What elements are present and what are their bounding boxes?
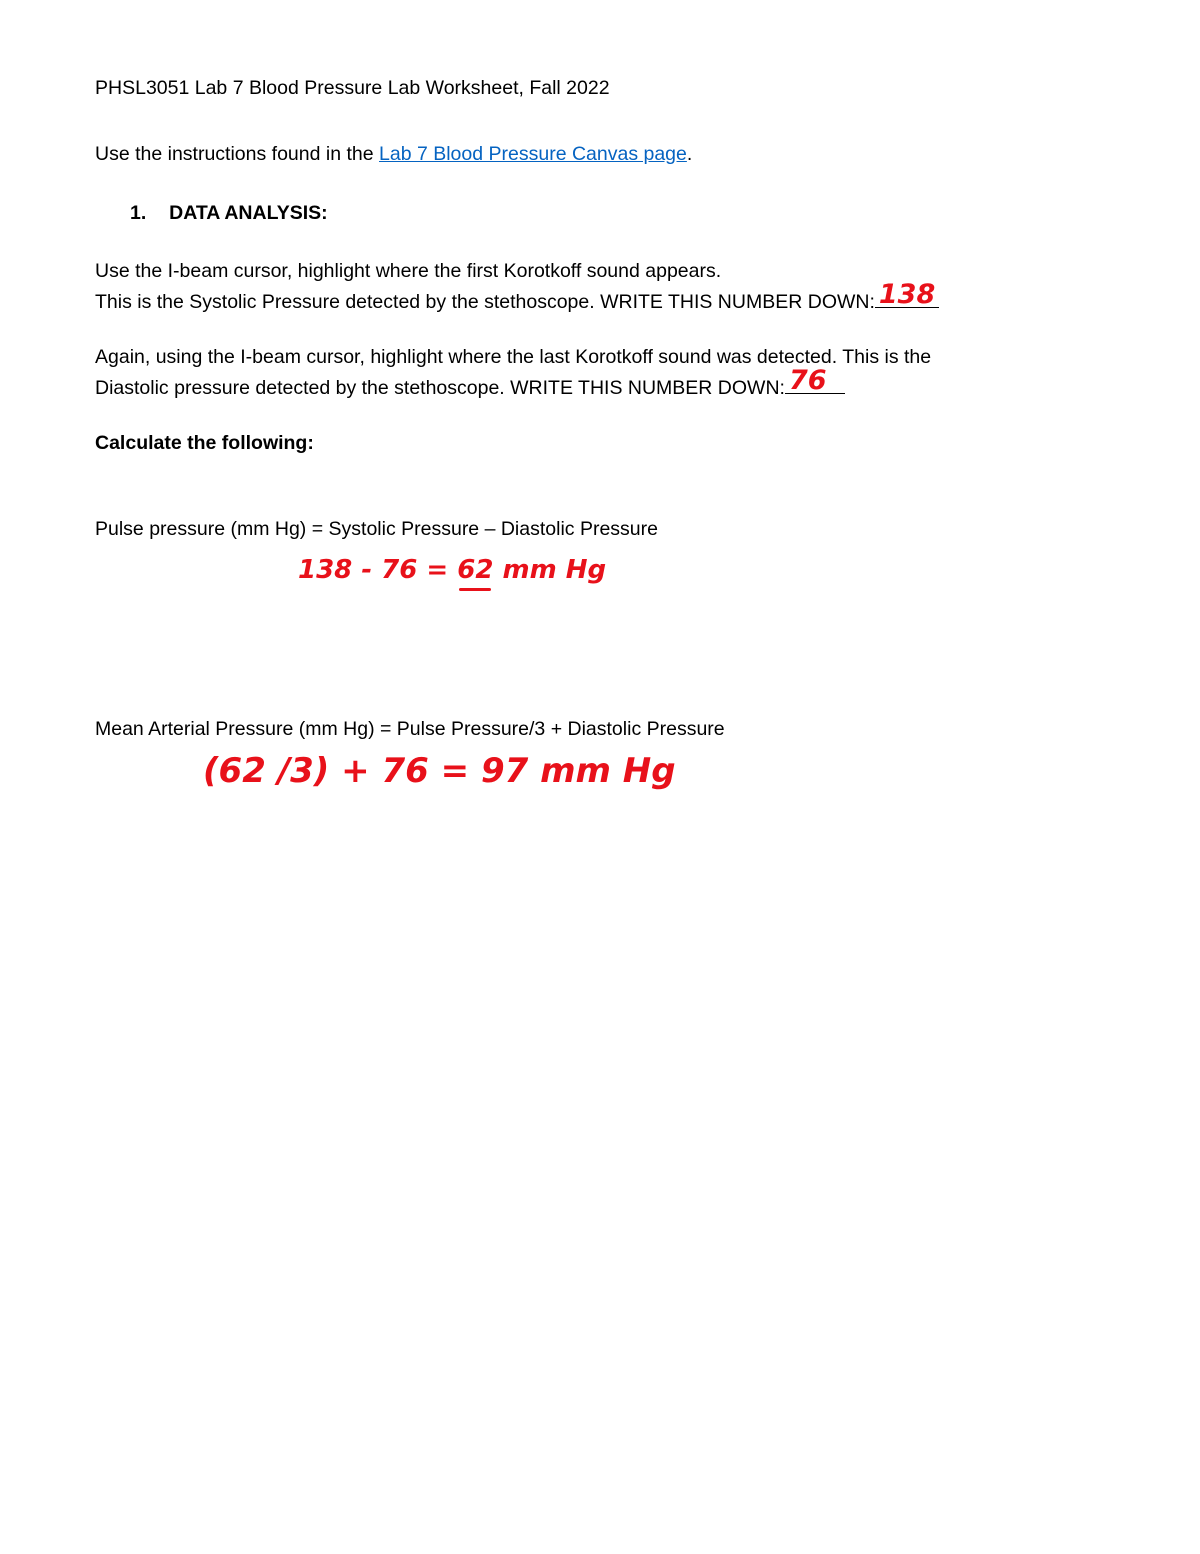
pulse-pressure-formula: Pulse pressure (mm Hg) = Systolic Pressure – Diastolic Pressure [95,518,658,540]
map-work: (62 /3) + 76 = 97 mm Hg [203,751,676,791]
systolic-prompt: This is the Systolic Pressure detected by the stethoscope. WRITE THIS NUMBER DOWN: [95,291,875,313]
calculate-heading: Calculate the following: [95,432,314,454]
section-number: 1. [130,202,147,224]
diastolic-answer-blank[interactable] [785,365,845,396]
systolic-answer: 138 [878,279,936,310]
page-title: PHSL3051 Lab 7 Blood Pressure Lab Worksheet, Fall 2022 [95,77,610,99]
canvas-page-link[interactable]: Lab 7 Blood Pressure Canvas page [379,143,687,165]
diastolic-answer: 76 [788,365,827,396]
map-formula: Mean Arterial Pressure (mm Hg) = Pulse Pressure/3 + Diastolic Pressure [95,718,725,740]
systolic-answer-blank[interactable] [875,279,939,310]
pulse-pressure-work [298,555,606,585]
systolic-instruction-line1: Use the I-beam cursor, highlight where the first Korotkoff sound appears. [95,260,722,282]
section-heading [130,201,328,225]
diastolic-prompt: Diastolic pressure detected by the stethoscope. WRITE THIS NUMBER DOWN: [95,377,785,399]
systolic-instruction-line2 [95,279,939,314]
diastolic-instruction-line1: Again, using the I-beam cursor, highlight where the last Korotkoff sound was detected. This is the [95,346,932,368]
intro-text-before: Use the instructions found in the [95,143,379,165]
pulse-pressure-work-text: 138 - 76 = [298,555,458,585]
section-title: DATA ANALYSIS: [169,202,328,224]
pulse-pressure-result: 62 [457,555,494,585]
intro-text-after: . [686,143,693,165]
intro-line [95,142,692,166]
diastolic-instruction-line2 [95,365,845,400]
pulse-pressure-unit: mm Hg [493,555,607,585]
